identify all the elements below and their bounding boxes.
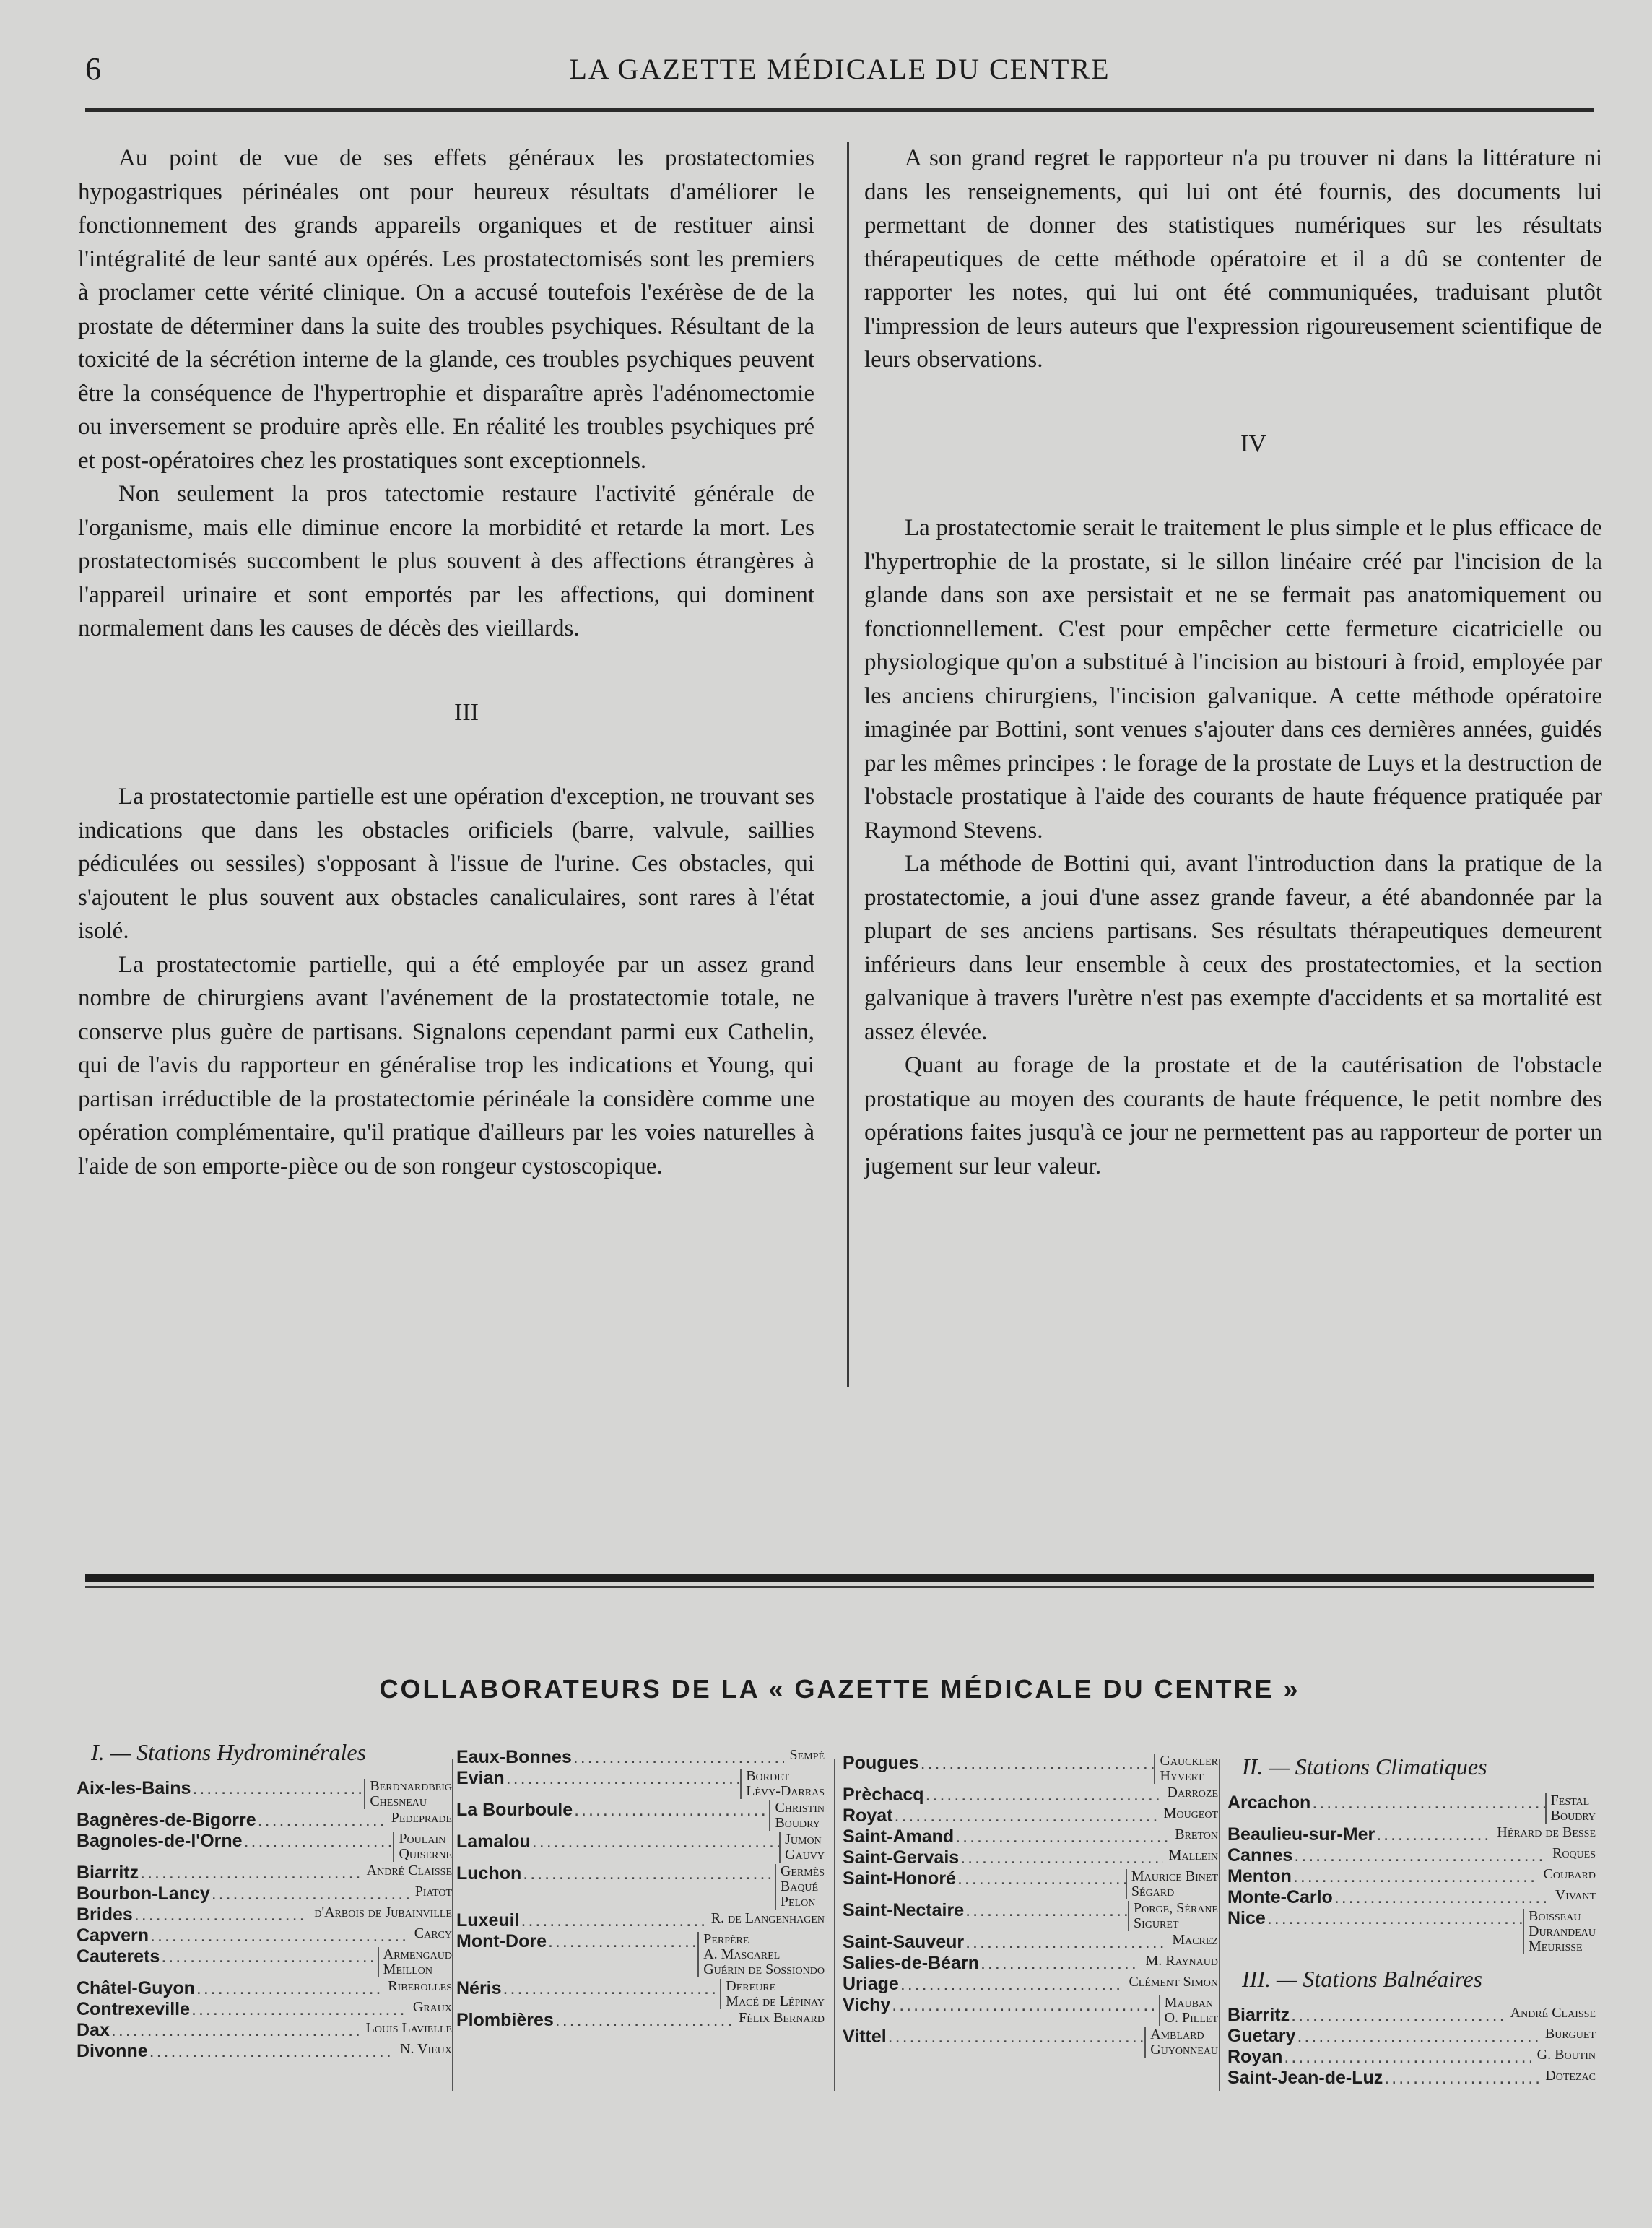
directory-entry [843,1827,1218,1847]
station-name: Luxeuil [456,1910,520,1930]
physician-name: R. de Langenhagen [710,1910,825,1926]
directory-entry [1227,1825,1596,1845]
directory-entry [843,2027,1218,2058]
physician-name: G. Boutin [1536,2047,1596,2063]
leader-dots [964,1933,1166,1952]
directory-entry [456,1932,825,1977]
physician-name: Pelon [780,1894,816,1910]
directory-entry [77,2042,452,2061]
directory-entry [1227,1846,1596,1865]
leader-dots [1282,2047,1531,2067]
directory-entry [1227,2047,1596,2067]
directory-separator [1219,1759,1220,2091]
leader-dots [956,1869,1126,1889]
station-name: Néris [456,1978,502,1998]
physician-name: Carcy [414,1925,452,1941]
station-name: Mont-Dore [456,1931,547,1951]
leader-dots [195,1979,382,1998]
physician-name: Lévy-Darras [746,1783,825,1799]
station-name: Guetary [1227,2026,1296,2046]
physician-names [1169,1827,1218,1842]
directory-column-4 [1227,1754,1596,2089]
leader-dots [1383,2068,1539,2088]
physician-name: M. Raynaud [1145,1953,1218,1969]
physician-names [1140,1954,1219,1969]
directory-entry [456,1979,825,2009]
leader-dots [531,1832,779,1852]
physician-name: Porge, Sérane [1133,1900,1218,1916]
station-name: Brides [77,1904,133,1925]
station-name: Monte-Carlo [1227,1887,1333,1907]
physician-names [409,1884,452,1899]
leader-dots [1290,2006,1505,2025]
leader-dots [139,1863,361,1883]
station-name: Luchon [456,1863,522,1884]
leader-dots [1375,1825,1491,1845]
physician-names [1158,1806,1218,1821]
footer-rule [85,1574,1594,1582]
leader-dots [890,1995,1158,2015]
station-name: Biarritz [1227,2005,1290,2025]
leader-dots [1292,1867,1538,1886]
directory-entry [843,1806,1218,1826]
directory-entry [843,1869,1218,1899]
physician-name: Clément Simon [1129,1974,1218,1990]
physician-name: Siguret [1133,1915,1179,1931]
station-name: Contrexeville [77,1999,191,2019]
station-name: Saint-Gervais [843,1847,960,1868]
leader-dots [190,2000,407,2019]
page-number: 6 [85,51,101,87]
leader-dots [191,1779,364,1798]
physician-name: Mauban [1164,1995,1214,2011]
physician-names [1144,2027,1218,2058]
physician-name: André Claisse [366,1863,452,1878]
station-name: Evian [456,1768,505,1788]
directory-entry [843,1954,1218,1973]
physician-names [1547,1846,1596,1861]
leader-dots [887,2027,1145,2047]
directory-entry [77,1779,452,1809]
station-name: Saint-Jean-de-Luz [1227,2068,1383,2088]
physician-names [1128,1901,1218,1931]
paragraph: A son grand regret le rapporteur n'a pu trouver ni dans la littérature ni dans les renseignements, qui lui ont été fournis, des documents lui permettant de donner des statistiques numériques sur les résultats thérapeutiques de cette méthode opératoire et il a dû se contenter de rapporter les notes, qui lui ont été communiquées, traduisant plutôt l'impression de leurs auteurs que l'expression rigoureusement scientifique de leurs observations. [864,145,1602,373]
leader-dots [1333,1888,1549,1907]
physician-names [1545,1793,1596,1824]
physician-name: N. Vieux [400,2041,452,2057]
directory-separator [834,1759,835,2091]
physician-name: A. Mascarel [703,1946,781,1962]
physician-name: Macrez [1172,1932,1218,1948]
station-name: Eaux-Bonnes [456,1747,572,1767]
directory-column-1 [77,1739,452,2063]
station-name: Salies-de-Béarn [843,1953,979,1973]
section-heading-climatic: II. — Stations Climatiques [1242,1754,1487,1780]
physician-names [1505,2006,1596,2021]
leader-dots [502,1979,721,1998]
directory-entry [77,1947,452,1977]
leader-dots [256,1811,386,1830]
physician-name: Boisseau [1529,1908,1581,1924]
physician-name: Mallein [1168,1847,1218,1863]
physician-name: Darroze [1167,1785,1218,1800]
leader-dots [160,1947,377,1967]
leader-dots [149,1926,409,1946]
directory-entry [77,1863,452,1883]
physician-name: Hyvert [1160,1768,1204,1784]
leader-dots [572,1748,784,1767]
physician-name: Perpère [703,1931,749,1947]
physician-names [1491,1825,1596,1840]
physician-names [769,1800,825,1831]
directory-entry [77,1832,452,1862]
station-name: Aix-les-Bains [77,1778,191,1798]
physician-name: Riberolles [388,1978,452,1994]
left-column [78,142,814,1183]
physician-name: Hérard de Besse [1497,1824,1596,1840]
leader-dots [505,1769,741,1788]
directory-entry [77,2021,452,2040]
physician-name: d'Arbois de Jubainville [314,1904,452,1920]
directory-entry [1227,1867,1596,1886]
physician-name: Durandeau [1529,1923,1596,1939]
station-name: Saint-Amand [843,1826,955,1847]
physician-name: Sempé [789,1747,825,1763]
physician-names [308,1905,452,1920]
leader-dots [148,2042,394,2061]
station-name: Prèchacq [843,1785,924,1805]
physician-name: Armengaud [383,1946,452,1962]
physician-name: Bordet [746,1768,790,1784]
station-name: Bourbon-Lancy [77,1884,210,1904]
physician-names [1538,1867,1596,1882]
physician-name: Pedeprade [391,1810,452,1826]
station-name: Saint-Honoré [843,1868,956,1889]
physician-name: Ségard [1131,1884,1175,1899]
leader-dots [110,2021,360,2040]
station-name: Beaulieu-sur-Mer [1227,1824,1375,1845]
leader-dots [924,1785,1162,1805]
station-name: Saint-Nectaire [843,1900,965,1920]
physician-name: Boudry [775,1815,820,1831]
directory-entry [77,2000,452,2019]
physician-names [1159,1995,1218,2026]
physician-name: Dereure [726,1978,776,1994]
station-name: Biarritz [77,1863,139,1883]
paragraph: La prostatectomie serait le traitement le plus simple et le plus efficace de l'hypertrophie de la prostate, si le sillon linéaire créé par l'incision de la glande dans son axe persistait et ne se fermait pas anatomiquement ou fonctionnellement. C'est pour empêcher cette fermeture cicatricielle ou physiologique qu'on a substitué à l'incision au bistouri à froid, employée par les anciens chirurgiens, l'incision galvanique. A cette méthode opératoire imaginée par Bottini, sont venues s'ajouter dans ces dernières années, guidés par les mêmes principes : le forage de la prostate de Luys et la destruction de l'obstacle prostatique à l'aide des courants de haute fréquence pratiquée par Raymond Stevens. [864,515,1602,844]
physician-names [1154,1754,1218,1784]
directory-entry [843,1933,1218,1952]
station-name: Pougues [843,1753,919,1773]
section-heading-seaside: III. — Stations Balnéaires [1242,1966,1482,1992]
physician-names [1166,1933,1218,1948]
leader-dots [1292,1846,1547,1865]
directory-entry [843,1901,1218,1931]
directory-entry [77,1884,452,1904]
physician-name: Meurisse [1529,1938,1583,1954]
paragraph: Quant au forage de la prostate et de la cautérisation de l'obstacle prostatique au moyen des courants de haute fréquence, le petit nombre des opérations faites jusqu'à ce jour ne permettent pas au rapporteur de porter un jugement sur leur valeur. [864,1052,1602,1179]
physician-names [697,1932,825,1977]
station-name: Divonne [77,2041,148,2061]
physician-name: O. Pillet [1164,2010,1218,2026]
physician-names [1126,1869,1218,1899]
physician-name: Guérin de Sossiondo [703,1962,825,1977]
physician-name: Amblard [1150,2027,1204,2042]
physician-names [740,1769,825,1799]
physician-name: Maurice Binet [1131,1868,1218,1884]
directory-entry [77,1811,452,1830]
section-number-iv: IV [1240,430,1266,457]
physician-name: Roques [1552,1845,1596,1861]
directory-entry [843,1975,1218,1994]
collaborators-title: COLLABORATEURS DE LA « GAZETTE MÉDICALE DU CENTRE » [379,1674,1300,1704]
directory-entry [77,1905,452,1925]
section-heading-hydromineral: I. — Stations Hydrominérales [91,1739,367,1765]
paragraph: La prostatectomie partielle, qui a été employée par un assez grand nombre de chirurgiens avant l'avénement de la prostatectomie totale, ne conserve plus guère de partisans. Signalons cependant parmi eux Cathelin, qui de l'avis du rapporteur en généralise trop les indications et Young, qui partisan irréductible de la prostatectomie périnéale la considère comme une opération complémentaire, qu'il pratique d'ailleurs par les voies naturelles à l'aide de son emporte-pièce ou de son rongeur cystoscopique. [78,951,814,1179]
physician-name: André Claisse [1510,2005,1596,2021]
physician-name: Dotezac [1545,2068,1596,2084]
station-name: Menton [1227,1866,1292,1886]
physician-names [784,1748,825,1763]
physician-names [1163,1848,1218,1863]
leader-dots [547,1932,697,1951]
physician-names [394,2042,452,2057]
station-name: Cauterets [77,1946,160,1967]
physician-name: Burguet [1544,2026,1596,2042]
physician-name: Coubard [1543,1866,1596,1882]
physician-names [382,1979,452,1994]
physician-names [407,2000,452,2015]
paragraph: Au point de vue de ses effets généraux les prostatectomies hypogastriques périnéales ont pour heureux résultats d'améliorer le fonctionnement des grands appareils organiques et de restituer ainsi l'intégralité de leur santé aux opérés. Les prostatectomisés sont les premiers à proclamer cette vérité clinique. On a accusé toutefois l'exérèse de de la prostate de déterminer dans la suite des troubles psychiques. Résultant de la toxicité de la sécrétion interne de la glande, ces troubles psychiques peuvent être la conséquence de l'hypertrophie et disparaître après l'adénomectomie ou inversement se produire après elle. En réalité les troubles psychiques pré et post-opératoires chez les prostatiques sont exceptionnels. [78,145,814,474]
directory-entry [1227,1909,1596,1954]
station-name: Bagnères-de-Bigorre [77,1810,256,1830]
directory-entry [456,1832,825,1863]
leader-dots [554,2011,733,2030]
station-name: Vichy [843,1995,891,2015]
directory-entry [456,1800,825,1831]
physician-name: Berdnardbeig [370,1778,452,1794]
leader-dots [1266,1909,1523,1928]
section-number-iii: III [454,698,479,726]
leader-dots [979,1954,1140,1973]
directory-entry [456,2011,825,2030]
leader-dots [243,1832,394,1851]
directory-entry [843,1995,1218,2026]
station-name: Nice [1227,1908,1266,1928]
physician-name: Gauckler [1160,1753,1218,1769]
header-rule [85,108,1594,112]
physician-names [779,1832,825,1863]
physician-name: Jumon [785,1832,822,1847]
directory-entry [1227,1793,1596,1824]
physician-names [361,1863,452,1878]
column-divider [847,142,849,1387]
physician-name: Louis Lavielle [365,2020,452,2036]
page-header [85,51,1594,94]
directory-entry [1227,2006,1596,2025]
physician-name: Baqué [780,1878,819,1894]
directory-entry [843,1848,1218,1868]
paragraph: Non seulement la pros tatectomie restaure l'activité générale de l'organisme, mais elle diminue encore la morbidité et retarde la mort. Les prostatectomisés succombent le plus souvent à des affections étrangères à l'appareil urinaire et sont emportés par les affections, qui dominent normalement dans les causes de décès des vieillards. [78,481,814,641]
directory-separator [452,1759,453,2091]
station-name: Lamalou [456,1832,531,1852]
physician-names [720,1979,825,2009]
physician-name: Félix Bernard [739,2010,825,2026]
physician-name: Graux [412,1999,452,2015]
physician-names [386,1811,452,1826]
station-name: Capvern [77,1925,149,1946]
physician-names [364,1779,452,1809]
physician-names [1123,1975,1218,1990]
directory-entry [456,1911,825,1930]
physician-names [733,2011,825,2026]
station-name: Royat [843,1806,893,1826]
directory-entry [1227,2027,1596,2046]
directory-entry [1227,1888,1596,1907]
paragraph: La méthode de Bottini qui, avant l'introduction dans la pratique de la prostatectomie, a joui d'une assez grande faveur, a été abandonnée par la plupart de ses anciens partisans. Ses résultats thérapeutiques demeurent inférieurs dans leur ensemble à ceux des prostatectomies, et la section galvanique à travers l'urètre n'est pas exempte d'accidents et sa mortalité est assez élevée. [864,851,1602,1045]
leader-dots [210,1884,409,1904]
station-name: Saint-Sauveur [843,1932,965,1952]
leader-dots [133,1905,309,1925]
physician-names [378,1947,452,1977]
directory-column-3 [843,1754,1218,2059]
leader-dots [959,1848,1162,1868]
station-name: Vittel [843,2027,887,2047]
physician-name: Festal [1550,1793,1590,1808]
physician-name: Gauvy [785,1847,825,1863]
leader-dots [954,1827,1169,1847]
physician-names [705,1911,825,1926]
physician-names [1531,2047,1596,2063]
directory-entry [456,1769,825,1799]
physician-name: Christin [775,1800,825,1816]
station-name: Plombières [456,2010,554,2030]
leader-dots [964,1901,1128,1920]
physician-name: Boudry [1550,1808,1596,1824]
journal-title: LA GAZETTE MÉDICALE DU CENTRE [569,53,1110,85]
physician-names [1539,2027,1596,2042]
station-name: La Bourboule [456,1800,573,1820]
physician-name: Quiserne [399,1846,452,1862]
station-name: Bagnoles-de-l'Orne [77,1831,243,1851]
physician-names [1523,1909,1596,1954]
directory-entry [77,1979,452,1998]
leader-dots [573,1800,769,1820]
leader-dots [919,1754,1155,1773]
directory-entry [77,1926,452,1946]
leader-dots [1310,1793,1544,1813]
physician-name: Chesneau [370,1793,427,1809]
leader-dots [1295,2027,1539,2046]
leader-dots [892,1806,1157,1826]
directory-entry [456,1864,825,1910]
physician-names [409,1926,452,1941]
physician-name: Guyonneau [1150,2042,1218,2058]
station-name: Cannes [1227,1845,1293,1865]
station-name: Uriage [843,1974,899,1994]
directory-entry [1227,2068,1596,2088]
leader-dots [521,1864,775,1884]
footer-rule-thin [85,1586,1594,1588]
station-name: Châtel-Guyon [77,1978,195,1998]
physician-name: Meillon [383,1962,432,1977]
station-name: Dax [77,2020,110,2040]
physician-names [775,1864,825,1910]
physician-name: Mougeot [1163,1806,1218,1821]
physician-names [393,1832,452,1862]
physician-name: Macé de Lépinay [726,1993,825,2009]
physician-name: Germès [780,1863,825,1879]
station-name: Arcachon [1227,1793,1311,1813]
leader-dots [899,1975,1123,1994]
paragraph: La prostatectomie partielle est une opération d'exception, ne trouvant ses indications que dans les obstacles orificiels (barre, valvule, saillies pédiculées ou sessiles) s'opposant à l'issue de l'urine. Ces obstacles, qui s'ajoutent le plus souvent aux obstacles canaliculaires, sont rares à l'état isolé. [78,784,814,944]
right-column [864,142,1602,1183]
physician-names [1549,1888,1596,1903]
leader-dots [520,1911,705,1930]
directory-entry [843,1754,1218,1784]
directory-entry [456,1748,825,1767]
physician-names [360,2021,452,2036]
directory-column-2 [456,1748,825,2032]
physician-name: Poulain [399,1831,446,1847]
physician-name: Breton [1175,1826,1218,1842]
physician-names [1162,1785,1218,1800]
station-name: Royan [1227,2047,1283,2067]
directory-entry [843,1785,1218,1805]
physician-name: Piatot [414,1884,452,1899]
physician-names [1539,2068,1596,2084]
physician-name: Vivant [1555,1887,1596,1903]
